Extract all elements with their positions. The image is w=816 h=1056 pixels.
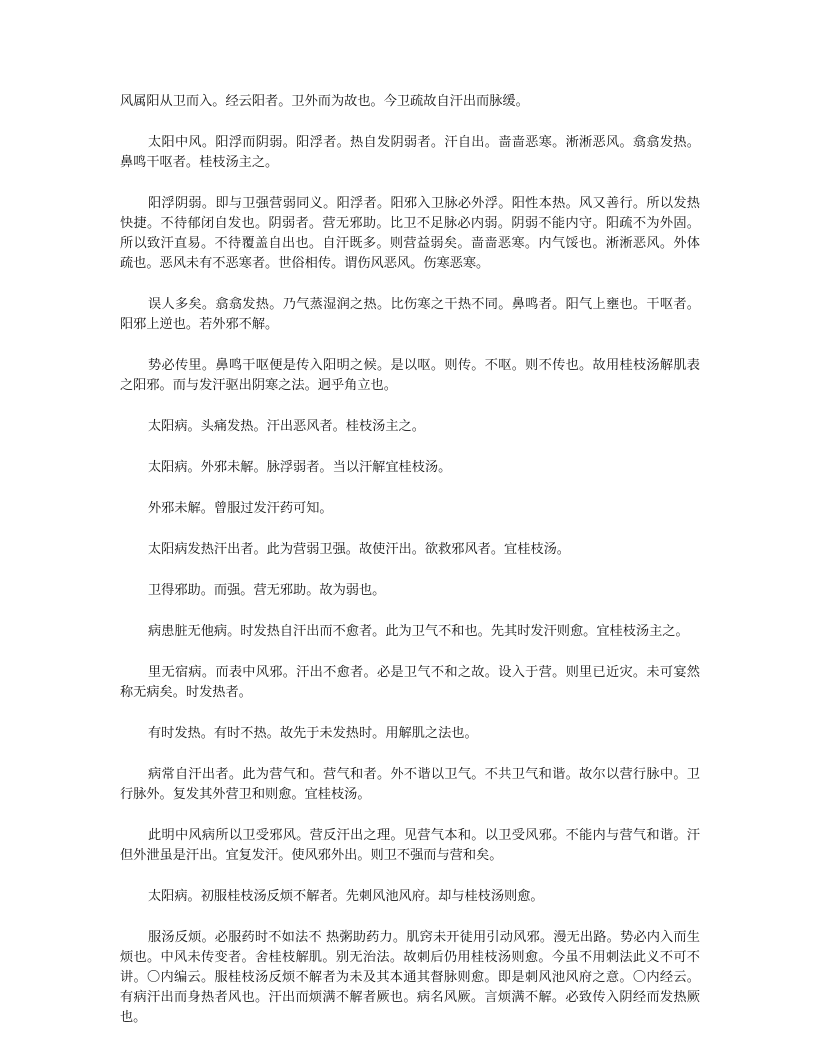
paragraph-15: 此明中风病所以卫受邪风。营反汗出之理。见营气本和。以卫受风邪。不能内与营气和谐。汗但外泄虽是汗出。宜复发汗。使风邪外出。则卫不强而与营和矣。 xyxy=(120,828,700,863)
paragraph-6: 太阳病。头痛发热。汗出恶风者。桂枝汤主之。 xyxy=(148,419,425,434)
document-page xyxy=(120,92,700,1049)
paragraph-2: 太阳中风。阳浮而阴弱。阳浮者。热自发阴弱者。汗自出。啬啬恶寒。淅淅恶风。翕翕发热。鼻鸣干呕者。桂枝汤主之。 xyxy=(120,135,700,170)
paragraph-16: 太阳病。初服桂枝汤反烦不解者。先刺风池风府。却与桂枝汤则愈。 xyxy=(148,889,544,904)
paragraph-14: 病常自汗出者。此为营气和。营气和者。外不谐以卫气。不共卫气和谐。故尔以营行脉中。卫行脉外。复发其外营卫和则愈。宜桂枝汤。 xyxy=(120,767,700,802)
paragraph-9: 太阳病发热汗出者。此为营弱卫强。故使汗出。欲救邪风者。宜桂枝汤。 xyxy=(148,542,570,557)
paragraph-8: 外邪未解。曾服过发汗药可知。 xyxy=(148,501,333,516)
paragraph-17: 服汤反烦。必服药时不如法不 热粥助药力。肌窍未开徒用引动风邪。漫无出路。势必内入而生烦也。中风未传变者。舍桂枝解肌。别无治法。故刺后仍用桂枝汤则愈。今虽不用刺法此义不可不讲。〇内编云。服桂枝汤反烦不解者为未及其本通其督脉则愈。即是刺风池风府之意。〇内经云。有病汗出而身热者风也。汗出而烦满不解者厥也。病名风厥。言烦满不解。必致传入阴经而发热厥也。 xyxy=(120,930,700,1025)
paragraph-11: 病患脏无他病。时发热自汗出而不愈者。此为卫气不和也。先其时发汗则愈。宜桂枝汤主之。 xyxy=(148,624,689,639)
paragraph-1: 风属阳从卫而入。经云阳者。卫外而为故也。今卫疏故自汗出而脉缓。 xyxy=(120,94,529,109)
paragraph-5: 势必传里。鼻鸣干呕便是传入阳明之候。是以呕。则传。不呕。则不传也。故用桂枝汤解肌表之阳邪。而与发汗驱出阴寒之法。迥乎角立也。 xyxy=(120,358,700,393)
paragraph-13: 有时发热。有时不热。故先于未发热时。用解肌之法也。 xyxy=(148,726,478,741)
paragraph-4: 误人多矣。翕翕发热。乃气蒸湿润之热。比伤寒之干热不同。鼻鸣者。阳气上壅也。干呕者。阳邪上逆也。若外邪不解。 xyxy=(120,297,700,332)
paragraph-10: 卫得邪助。而强。营无邪助。故为弱也。 xyxy=(148,583,386,598)
paragraph-3: 阳浮阴弱。即与卫强营弱同义。阳浮者。阳邪入卫脉必外浮。阳性本热。风又善行。所以发热快捷。不待郁闭自发也。阴弱者。营无邪助。比卫不足脉必内弱。阴弱不能内守。阳疏不为外固。所以致汗直易。不待覆盖自出也。自汗既多。则营益弱矣。啬啬恶寒。内气馁也。淅淅恶风。外体疏也。恶风未有不恶寒者。世俗相传。谓伤风恶风。伤寒恶寒。 xyxy=(120,196,700,271)
paragraph-7: 太阳病。外邪未解。脉浮弱者。当以汗解宜桂枝汤。 xyxy=(148,460,452,475)
paragraph-12: 里无宿病。而表中风邪。汗出不愈者。必是卫气不和之故。设入于营。则里已近灾。未可宴然称无病矣。时发热者。 xyxy=(120,665,700,700)
